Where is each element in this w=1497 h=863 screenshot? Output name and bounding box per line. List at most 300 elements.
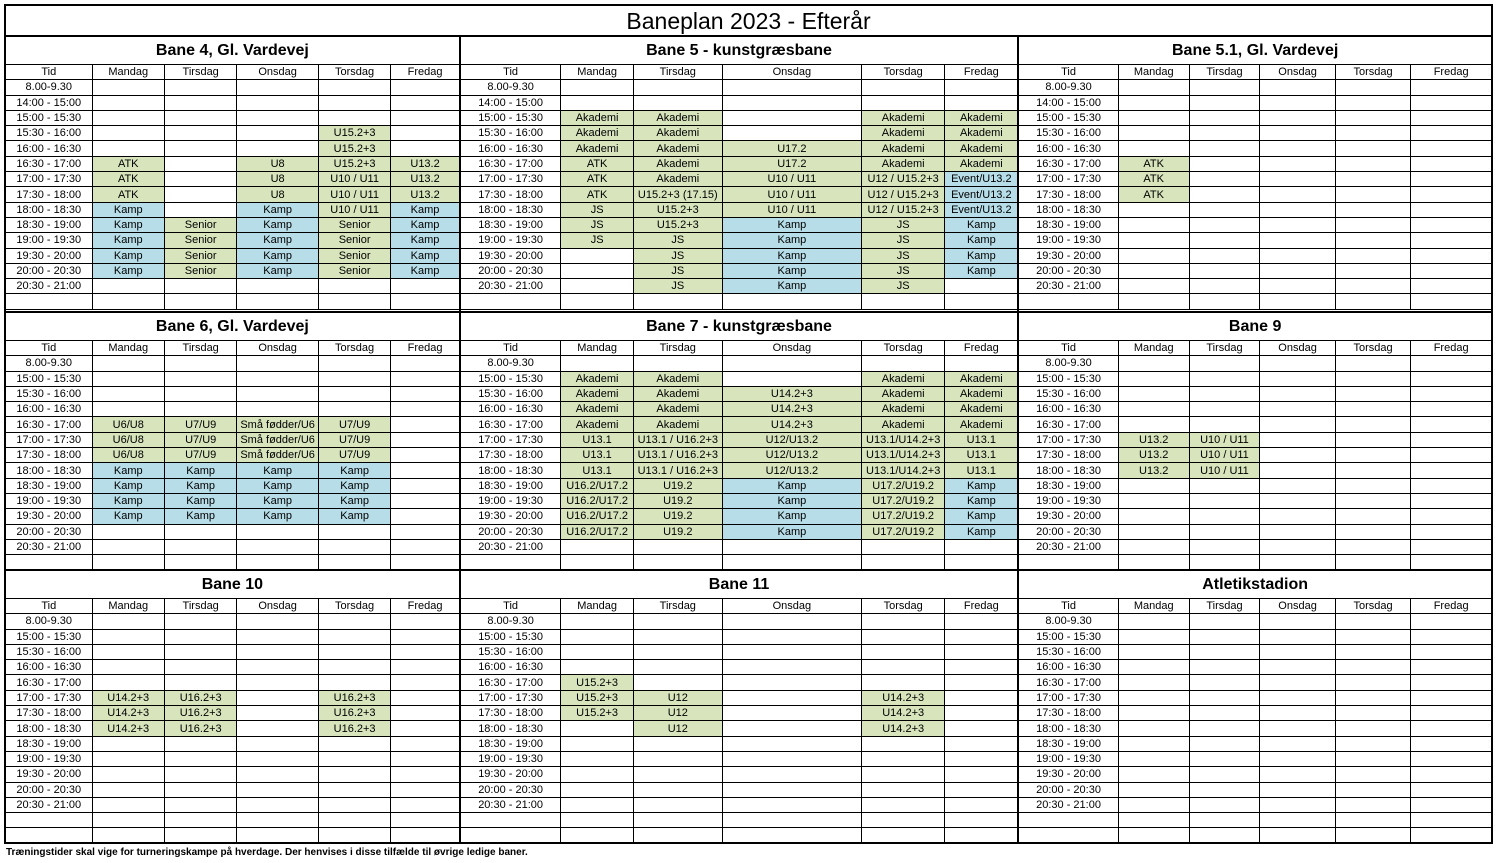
day-header-row <box>461 65 1018 80</box>
slot-cell <box>1118 202 1189 217</box>
slot-cell: U14.2+3 <box>92 690 164 705</box>
slot-cell: U8 <box>237 156 319 171</box>
slot-cell <box>237 294 319 309</box>
footnote: Træningstider skal vige for turneringskampe på hverdage. Der henvises i disse tilfælde til øvrige ledige baner. <box>6 847 528 858</box>
slot-cell: JS <box>561 202 633 217</box>
time-row <box>1019 828 1491 842</box>
time-cell <box>6 555 92 569</box>
slot-cell: Kamp <box>92 233 164 248</box>
slot-cell <box>1411 263 1491 278</box>
time-cell: 18:30 - 19:00 <box>1019 217 1118 232</box>
slot-cell: Akademi <box>561 141 633 156</box>
slot-cell: Kamp <box>391 263 459 278</box>
time-cell: 18:00 - 18:30 <box>461 202 561 217</box>
day-header: Mandag <box>92 65 164 80</box>
time-cell: 17:00 - 17:30 <box>1019 432 1118 447</box>
slot-cell <box>1260 751 1335 766</box>
slot-cell: Akademi <box>561 386 633 401</box>
slot-cell <box>1260 828 1335 842</box>
slot-cell <box>1411 478 1491 493</box>
slot-cell: Kamp <box>722 263 861 278</box>
time-cell: 19:00 - 19:30 <box>1019 751 1118 766</box>
time-cell: 20:00 - 20:30 <box>461 263 561 278</box>
slot-cell <box>1189 141 1260 156</box>
slot-cell: Kamp <box>722 248 861 263</box>
slot-cell <box>1260 110 1335 125</box>
slot-cell: Kamp <box>945 478 1017 493</box>
day-header: Mandag <box>1118 65 1189 80</box>
slot-cell: U13.1 <box>945 463 1017 478</box>
slot-cell: U13.1 <box>945 448 1017 463</box>
time-row <box>1019 294 1491 309</box>
slot-cell <box>561 629 633 644</box>
time-row <box>6 233 459 248</box>
time-row <box>461 690 1018 705</box>
time-row <box>1019 767 1491 782</box>
slot-cell <box>391 141 459 156</box>
slot-cell <box>1189 736 1260 751</box>
slot-cell <box>1411 110 1491 125</box>
time-row <box>6 417 459 432</box>
slot-cell <box>1260 371 1335 386</box>
day-header: Fredag <box>945 599 1017 614</box>
time-row <box>461 813 1018 828</box>
slot-cell <box>561 279 633 294</box>
slot-cell <box>1118 751 1189 766</box>
time-row <box>461 644 1018 659</box>
time-row <box>6 156 459 171</box>
slot-cell <box>92 294 164 309</box>
slot-cell <box>1411 187 1491 202</box>
time-row <box>1019 279 1491 294</box>
slot-cell: Akademi <box>945 402 1017 417</box>
time-row <box>6 402 459 417</box>
time-cell: 18:30 - 19:00 <box>461 217 561 232</box>
slot-cell <box>1189 797 1260 812</box>
time-row <box>1019 736 1491 751</box>
slot-cell <box>164 187 236 202</box>
slot-cell: Senior <box>318 263 390 278</box>
slot-cell <box>633 782 722 797</box>
slot-cell: U12/U13.2 <box>722 448 861 463</box>
slot-cell <box>318 539 390 554</box>
time-cell: 17:30 - 18:00 <box>461 448 561 463</box>
slot-cell: U13.2 <box>391 172 459 187</box>
slot-cell <box>92 797 164 812</box>
time-row <box>461 217 1018 232</box>
slot-cell <box>1335 721 1410 736</box>
slot-cell <box>1260 555 1335 569</box>
slot-cell <box>92 813 164 828</box>
slot-cell <box>92 736 164 751</box>
slot-cell <box>861 555 944 569</box>
day-header: Tid <box>6 341 92 356</box>
slot-cell <box>1189 202 1260 217</box>
slot-cell: Akademi <box>861 141 944 156</box>
slot-cell: U19.2 <box>633 478 722 493</box>
slot-cell <box>164 644 236 659</box>
time-row <box>1019 402 1491 417</box>
slot-cell: U15.2+3 <box>633 217 722 232</box>
time-row <box>6 721 459 736</box>
slot-cell <box>237 660 319 675</box>
slot-cell <box>237 706 319 721</box>
slot-cell: Kamp <box>164 478 236 493</box>
day-header: Onsdag <box>722 599 861 614</box>
slot-cell: Akademi <box>561 110 633 125</box>
day-header: Onsdag <box>722 65 861 80</box>
slot-cell <box>945 675 1017 690</box>
slot-cell <box>1189 279 1260 294</box>
time-cell: 15:30 - 16:00 <box>1019 644 1118 659</box>
schedule-table <box>1019 341 1491 569</box>
slot-cell <box>1411 767 1491 782</box>
slot-cell <box>1335 279 1410 294</box>
slot-cell: Akademi <box>861 126 944 141</box>
slot-cell <box>1260 614 1335 629</box>
slot-cell: Senior <box>164 217 236 232</box>
bane-name: Bane 5.1, Gl. Vardevej <box>1019 37 1491 65</box>
slot-cell <box>92 555 164 569</box>
slot-cell <box>237 555 319 569</box>
slot-cell <box>391 432 459 447</box>
time-cell: 17:30 - 18:00 <box>1019 187 1118 202</box>
time-row <box>461 248 1018 263</box>
day-header: Torsdag <box>861 599 944 614</box>
slot-cell: U7/U9 <box>318 432 390 447</box>
slot-cell <box>318 80 390 95</box>
time-row <box>461 95 1018 110</box>
slot-cell <box>722 644 861 659</box>
slot-cell <box>1411 156 1491 171</box>
slot-cell <box>722 660 861 675</box>
slot-cell: Kamp <box>318 478 390 493</box>
slot-cell: Kamp <box>164 509 236 524</box>
slot-cell <box>318 614 390 629</box>
slot-cell <box>164 294 236 309</box>
time-cell: 19:30 - 20:00 <box>6 248 92 263</box>
slot-cell <box>318 767 390 782</box>
slot-cell <box>1260 782 1335 797</box>
slot-cell: Kamp <box>945 509 1017 524</box>
slot-cell <box>1260 248 1335 263</box>
slot-cell <box>861 797 944 812</box>
slot-cell <box>237 126 319 141</box>
slot-cell <box>1335 539 1410 554</box>
slot-cell <box>1260 629 1335 644</box>
time-row <box>461 371 1018 386</box>
time-row <box>1019 706 1491 721</box>
slot-cell <box>945 279 1017 294</box>
slot-cell <box>1411 555 1491 569</box>
slot-cell <box>945 629 1017 644</box>
time-cell: 20:30 - 21:00 <box>6 279 92 294</box>
time-row <box>1019 371 1491 386</box>
slot-cell <box>237 386 319 401</box>
slot-cell <box>237 95 319 110</box>
slot-cell: JS <box>633 248 722 263</box>
time-row <box>6 279 459 294</box>
slot-cell: U10 / U11 <box>1189 448 1260 463</box>
slot-cell <box>391 478 459 493</box>
slot-cell: JS <box>861 217 944 232</box>
slot-cell <box>1118 402 1189 417</box>
slot-cell <box>861 644 944 659</box>
slot-cell: U15.2+3 <box>633 202 722 217</box>
slot-cell <box>92 110 164 125</box>
slot-cell: ATK <box>1118 172 1189 187</box>
time-row <box>461 614 1018 629</box>
slot-cell <box>92 644 164 659</box>
slot-cell <box>722 706 861 721</box>
slot-cell <box>1335 509 1410 524</box>
slot-cell: Kamp <box>318 493 390 508</box>
slot-cell <box>1260 294 1335 309</box>
slot-cell <box>1411 448 1491 463</box>
time-cell: 17:00 - 17:30 <box>461 690 561 705</box>
slot-cell <box>1189 95 1260 110</box>
slot-cell <box>633 797 722 812</box>
schedule-table <box>1019 65 1491 310</box>
slot-cell <box>561 813 633 828</box>
time-row <box>6 248 459 263</box>
time-cell: 18:00 - 18:30 <box>1019 721 1118 736</box>
time-row <box>6 524 459 539</box>
slot-cell: U6/U8 <box>92 448 164 463</box>
time-row <box>461 141 1018 156</box>
slot-cell <box>1411 248 1491 263</box>
day-header: Torsdag <box>1335 65 1410 80</box>
slot-cell: Akademi <box>945 371 1017 386</box>
slot-cell <box>945 644 1017 659</box>
time-row <box>6 782 459 797</box>
time-cell: 15:30 - 16:00 <box>6 126 92 141</box>
slot-cell <box>1335 80 1410 95</box>
time-row <box>6 141 459 156</box>
slot-cell <box>633 660 722 675</box>
slot-cell <box>1118 248 1189 263</box>
day-header-row <box>461 599 1018 614</box>
slot-cell <box>318 356 390 371</box>
day-header: Tid <box>461 65 561 80</box>
block-rows <box>6 37 1491 842</box>
slot-cell <box>633 629 722 644</box>
slot-cell <box>1189 675 1260 690</box>
slot-cell <box>1118 478 1189 493</box>
slot-cell <box>945 782 1017 797</box>
slot-cell <box>722 690 861 705</box>
time-cell: 16:00 - 16:30 <box>6 402 92 417</box>
slot-cell <box>391 110 459 125</box>
slot-cell <box>1260 797 1335 812</box>
slot-cell <box>1118 797 1189 812</box>
day-header: Fredag <box>391 65 459 80</box>
slot-cell <box>92 141 164 156</box>
time-cell: 19:30 - 20:00 <box>1019 509 1118 524</box>
slot-cell <box>92 629 164 644</box>
time-cell: 15:00 - 15:30 <box>1019 629 1118 644</box>
slot-cell <box>1335 660 1410 675</box>
slot-cell <box>722 294 861 309</box>
time-cell: 8.00-9.30 <box>461 356 561 371</box>
slot-cell <box>164 202 236 217</box>
time-row <box>1019 110 1491 125</box>
slot-cell <box>633 555 722 569</box>
slot-cell <box>561 539 633 554</box>
slot-cell <box>561 80 633 95</box>
time-cell: 15:30 - 16:00 <box>461 644 561 659</box>
time-row <box>461 187 1018 202</box>
slot-cell <box>391 356 459 371</box>
slot-cell <box>164 736 236 751</box>
slot-cell <box>1118 233 1189 248</box>
slot-cell: Akademi <box>945 386 1017 401</box>
slot-cell <box>318 294 390 309</box>
day-header-row <box>1019 341 1491 356</box>
slot-cell: Akademi <box>861 371 944 386</box>
time-cell: 18:30 - 19:00 <box>1019 478 1118 493</box>
slot-cell <box>1189 217 1260 232</box>
slot-cell: Kamp <box>92 202 164 217</box>
day-header: Tid <box>6 599 92 614</box>
slot-cell <box>561 555 633 569</box>
slot-cell <box>633 644 722 659</box>
slot-cell <box>391 509 459 524</box>
slot-cell: Kamp <box>945 248 1017 263</box>
slot-cell <box>1335 126 1410 141</box>
slot-cell <box>92 828 164 842</box>
time-row <box>6 95 459 110</box>
slot-cell <box>164 371 236 386</box>
time-row <box>6 751 459 766</box>
slot-cell: U15.2+3 <box>561 675 633 690</box>
time-cell <box>6 813 92 828</box>
slot-cell <box>633 736 722 751</box>
time-row <box>6 539 459 554</box>
time-cell: 17:30 - 18:00 <box>461 187 561 202</box>
time-cell: 20:00 - 20:30 <box>1019 782 1118 797</box>
slot-cell <box>1189 721 1260 736</box>
slot-cell <box>237 644 319 659</box>
slot-cell <box>237 813 319 828</box>
time-cell: 19:00 - 19:30 <box>1019 233 1118 248</box>
slot-cell <box>945 555 1017 569</box>
slot-cell <box>1260 509 1335 524</box>
time-cell: 17:30 - 18:00 <box>6 706 92 721</box>
time-row <box>461 356 1018 371</box>
bane-name: Bane 5 - kunstgræsbane <box>461 37 1018 65</box>
schedule-table <box>461 341 1018 569</box>
time-cell <box>461 555 561 569</box>
slot-cell <box>1189 417 1260 432</box>
slot-cell <box>1335 736 1410 751</box>
time-cell: 20:00 - 20:30 <box>461 782 561 797</box>
time-cell: 16:30 - 17:00 <box>1019 156 1118 171</box>
time-cell: 15:00 - 15:30 <box>461 629 561 644</box>
slot-cell <box>1189 813 1260 828</box>
time-cell: 15:00 - 15:30 <box>461 371 561 386</box>
time-cell: 20:30 - 21:00 <box>461 797 561 812</box>
slot-cell: U16.2/U17.2 <box>561 509 633 524</box>
time-cell: 20:00 - 20:30 <box>6 524 92 539</box>
time-row <box>6 371 459 386</box>
slot-cell <box>237 539 319 554</box>
slot-cell <box>1411 675 1491 690</box>
slot-cell <box>1260 721 1335 736</box>
slot-cell <box>945 767 1017 782</box>
day-header: Tid <box>461 341 561 356</box>
slot-cell: JS <box>861 248 944 263</box>
time-cell: 16:30 - 17:00 <box>461 417 561 432</box>
time-cell: 8.00-9.30 <box>6 614 92 629</box>
day-header: Tirsdag <box>633 65 722 80</box>
slot-cell <box>945 690 1017 705</box>
slot-cell <box>391 539 459 554</box>
time-row <box>1019 493 1491 508</box>
slot-cell: Akademi <box>945 126 1017 141</box>
slot-cell: Kamp <box>237 202 319 217</box>
slot-cell <box>391 660 459 675</box>
slot-cell <box>1260 141 1335 156</box>
slot-cell <box>1189 402 1260 417</box>
slot-cell <box>1118 509 1189 524</box>
slot-cell <box>1260 156 1335 171</box>
slot-cell <box>1335 263 1410 278</box>
time-row <box>461 202 1018 217</box>
time-row <box>1019 126 1491 141</box>
slot-cell <box>1260 675 1335 690</box>
slot-cell: U15.2+3 (17.15) <box>633 187 722 202</box>
time-row <box>6 263 459 278</box>
slot-cell <box>1118 629 1189 644</box>
slot-cell <box>318 751 390 766</box>
day-header: Onsdag <box>1260 599 1335 614</box>
time-cell: 19:30 - 20:00 <box>461 248 561 263</box>
slot-cell: U16.2/U17.2 <box>561 524 633 539</box>
slot-cell <box>1189 478 1260 493</box>
slot-cell <box>1411 721 1491 736</box>
schedule-table <box>6 65 459 310</box>
slot-cell: Kamp <box>945 524 1017 539</box>
day-header-row <box>6 65 459 80</box>
slot-cell <box>92 356 164 371</box>
slot-cell <box>722 629 861 644</box>
slot-cell <box>1189 782 1260 797</box>
slot-cell <box>1118 660 1189 675</box>
page-title: Baneplan 2023 - Efterår <box>6 6 1491 37</box>
day-header: Mandag <box>1118 599 1189 614</box>
time-row <box>1019 233 1491 248</box>
time-cell: 18:00 - 18:30 <box>6 721 92 736</box>
slot-cell <box>237 80 319 95</box>
slot-cell <box>237 767 319 782</box>
slot-cell <box>237 721 319 736</box>
slot-cell <box>1118 767 1189 782</box>
slot-cell <box>164 614 236 629</box>
slot-cell <box>1335 751 1410 766</box>
slot-cell <box>164 95 236 110</box>
time-cell: 8.00-9.30 <box>6 356 92 371</box>
slot-cell <box>164 524 236 539</box>
slot-cell: Akademi <box>633 172 722 187</box>
slot-cell <box>1260 736 1335 751</box>
slot-cell <box>633 767 722 782</box>
slot-cell <box>722 813 861 828</box>
time-row <box>1019 95 1491 110</box>
slot-cell: U7/U9 <box>318 448 390 463</box>
slot-cell <box>945 751 1017 766</box>
slot-cell: Kamp <box>318 463 390 478</box>
